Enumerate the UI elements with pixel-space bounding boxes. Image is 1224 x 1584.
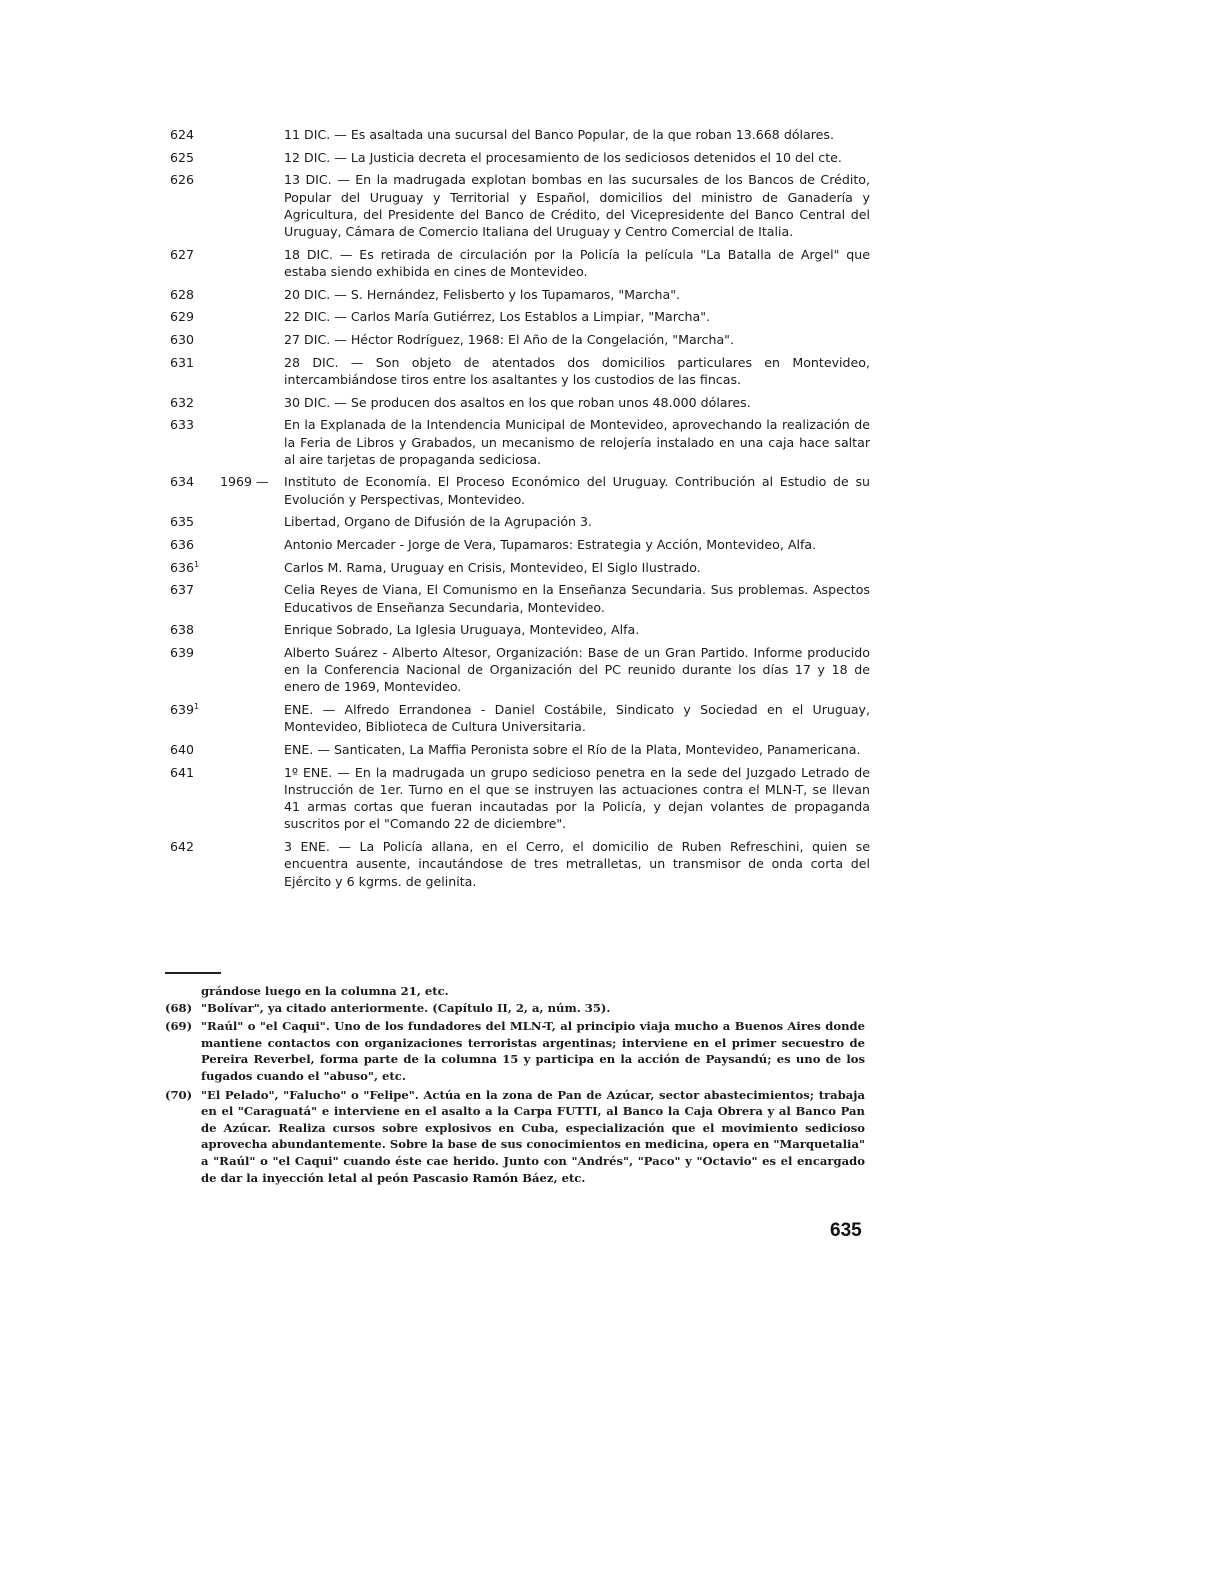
entry-number: 629 xyxy=(170,309,195,325)
entry-number: $636^1$ xyxy=(170,559,200,575)
entry-text: Carlos M. Rama, Uruguay en Crisis, Montevideo, El Siglo Ilustrado. xyxy=(284,559,701,575)
footnote-rule xyxy=(165,972,221,974)
page-number: 635 xyxy=(830,1220,862,1241)
footnote-text: "El Pelado", "Falucho" o "Felipe". Actúa en la zona de Pan de Azúcar, sector abastecimientos; trabaja en el "Caraguatá" e interviene en el asalto a la Carpa FUTTI, al Banco la Caja Obrera y al Banco Pan de Azúcar. Realiza cursos sobre explosivos en Cuba, especialización que el movimiento sedicioso aprovecha abundantemente. Sobre la base de sus conocimientos en medicina, opera en "Marquetalia" a "Raúl" o "el Caqui" cuando éste cae herido. Junto con "Andrés", "Paco" y "Octavio" es el encargado de dar la inyección letal al peón Pascasio Ramón Báez, etc. xyxy=(201,1087,865,1185)
entry-number: 630 xyxy=(170,332,195,348)
entry-row xyxy=(170,286,870,303)
entry-text: Alberto Suárez - Alberto Altesor, Organización: Base de un Gran Partido. Informe producido en la Conferencia Nacional de Organización del PC reunido durante los días 17 y 18 de enero de 1969, Montevideo. xyxy=(284,645,870,695)
entry-text: 18 DIC. — Es retirada de circulación por la Policía la película "La Batalla de Argel" que estaba siendo exhibida en cines de Montevideo. xyxy=(284,246,870,279)
entry-text: ENE. — Alfredo Errandonea - Daniel Costábile, Sindicato y Sociedad en el Uruguay, Montevideo, Biblioteca de Cultura Universitaria. xyxy=(284,702,870,735)
entry-number: 628 xyxy=(170,286,195,302)
footnote xyxy=(165,1018,865,1084)
entry-row xyxy=(170,838,870,890)
footnote-ref: (68) xyxy=(165,1000,193,1015)
entry-row xyxy=(170,394,870,411)
footnote-text: "Bolívar", ya citado anteriormente. (Capítulo II, 2, a, núm. 35). xyxy=(201,1000,611,1015)
entry-number: 638 xyxy=(170,622,195,638)
entry-text: Instituto de Economía. El Proceso Económico del Uruguay. Contribución al Estudio de su Evolución y Perspectivas, Montevideo. xyxy=(284,474,870,507)
entry-text: 11 DIC. — Es asaltada una sucursal del Banco Popular, de la que roban 13.668 dólares. xyxy=(284,127,834,142)
entry-row xyxy=(170,331,870,348)
entry-number: 636 xyxy=(170,537,195,553)
entry-number: 625 xyxy=(170,149,195,165)
footnote-list xyxy=(165,1000,865,1187)
footnote xyxy=(165,1087,865,1187)
entry-row xyxy=(170,246,870,280)
entry-text: En la Explanada de la Intendencia Municipal de Montevideo, aprovechando la realización de la Feria de Libros y Grabados, un mecanismo de relojería instalado en una caja hace saltar al aire tarjetas de propaganda sediciosa. xyxy=(284,417,870,467)
entry-row xyxy=(170,621,870,638)
footnote-ref: (69) xyxy=(165,1019,193,1034)
entry-number: 639 xyxy=(170,645,195,661)
entry-row xyxy=(170,536,870,553)
footnote-text: "Raúl" o "el Caqui". Uno de los fundadores del MLN-T, al principio viaja mucho a Buenos Aires donde mantiene contactos con organizaciones terroristas argentinas; interviene en el primer secuestro de Pereira Reverbel, forma parte de la columna 15 y participa en la acción de Paysandú; es uno de los fugados cuando el "abuso", etc. xyxy=(201,1019,865,1083)
entry-row xyxy=(170,513,870,530)
entry-number: 624 xyxy=(170,127,195,142)
entry-number: 637 xyxy=(170,582,195,598)
footnote-continuation: grándose luego en la columna 21, etc. xyxy=(201,984,449,998)
entry-number-superscript: 1 xyxy=(194,702,200,711)
entry-row xyxy=(170,701,870,735)
chronology-entries xyxy=(170,126,870,895)
footnote xyxy=(165,1000,865,1017)
entry-number: 641 xyxy=(170,764,195,780)
entry-text: 27 DIC. — Héctor Rodríguez, 1968: El Año de la Congelación, "Marcha". xyxy=(284,332,734,348)
entry-row xyxy=(170,126,870,143)
entry-text: 22 DIC. — Carlos María Gutiérrez, Los Establos a Limpiar, "Marcha". xyxy=(284,309,711,325)
entry-number-superscript: 1 xyxy=(194,559,200,569)
entry-row xyxy=(170,581,870,615)
entry-row xyxy=(170,644,870,696)
entry-number: 626 xyxy=(170,172,195,188)
entry-text: 13 DIC. — En la madrugada explotan bombas en las sucursales de los Bancos de Crédito, Popular del Uruguay y Territorial y Español, domicilios del ministro de Ganadería y Agricultura, del Presidente del Banco de Crédito, del Vicepresidente del Banco Central del Uruguay, Cámara de Comercio Italiana del Uruguay y Centro Comercial de Italia. xyxy=(284,172,870,240)
entry-text: 30 DIC. — Se producen dos asaltos en los que roban unos 48.000 dólares. xyxy=(284,394,751,410)
entry-number: 633 xyxy=(170,417,195,433)
entry-text: 1º ENE. — En la madrugada un grupo sedicioso penetra en la sede del Juzgado Letrado de Instrucción de 1er. Turno en el que se instruyen las actuaciones contra el MLN-T, se llevan 41 armas cortas que fueran incautadas por la Policía, y dejan volantes de propaganda suscritos por el "Comando 22 de diciembre". xyxy=(284,764,870,832)
entry-text: Enrique Sobrado, La Iglesia Uruguaya, Montevideo, Alfa. xyxy=(284,622,640,638)
entry-row xyxy=(170,741,870,758)
entry-text: Antonio Mercader - Jorge de Vera, Tupamaros: Estrategia y Acción, Montevideo, Alfa. xyxy=(284,537,817,553)
entry-number: 640 xyxy=(170,742,195,758)
entry-number: 632 xyxy=(170,394,195,410)
entry-number: $639^1$ xyxy=(170,702,200,718)
entry-number: 634 xyxy=(170,474,195,490)
entry-text: 20 DIC. — S. Hernández, Felisberto y los Tupamaros, "Marcha". xyxy=(284,286,681,302)
entry-row xyxy=(170,308,870,325)
footnote-ref: (70) xyxy=(165,1087,193,1102)
entry-text: Celia Reyes de Viana, El Comunismo en la Enseñanza Secundaria. Sus problemas. Aspectos Educativos de Enseñanza Secundaria, Montevideo. xyxy=(284,582,870,615)
entry-row xyxy=(170,559,870,576)
entry-year: 1969 — xyxy=(220,474,269,490)
entry-text: ENE. — Santicaten, La Maffia Peronista sobre el Río de la Plata, Montevideo, Panamericana. xyxy=(284,742,861,758)
entry-row xyxy=(170,149,870,166)
entry-row xyxy=(170,473,870,507)
entry-number: 627 xyxy=(170,246,195,262)
entry-number: 631 xyxy=(170,354,195,370)
entry-row xyxy=(170,416,870,468)
entry-text: 28 DIC. — Son objeto de atentados dos domicilios particulares en Montevideo, intercambiándose tiros entre los asaltantes y los custodios de las fincas. xyxy=(284,354,870,387)
entry-number: 642 xyxy=(170,839,195,855)
entry-text: Libertad, Organo de Difusión de la Agrupación 3. xyxy=(284,514,593,530)
entry-row xyxy=(170,171,870,240)
entry-number: 635 xyxy=(170,514,195,530)
footnotes xyxy=(165,983,865,1188)
entry-row xyxy=(170,354,870,388)
entry-row xyxy=(170,764,870,833)
entry-text: 3 ENE. — La Policía allana, en el Cerro, el domicilio de Ruben Refreschini, quien se encuentra ausente, incautándose de tres metralletas, un transmisor de onda corta del Ejército y 6 kgrms. de gelinita. xyxy=(284,839,870,889)
entry-text: 12 DIC. — La Justicia decreta el procesamiento de los sediciosos detenidos el 10 del cte. xyxy=(284,149,842,165)
